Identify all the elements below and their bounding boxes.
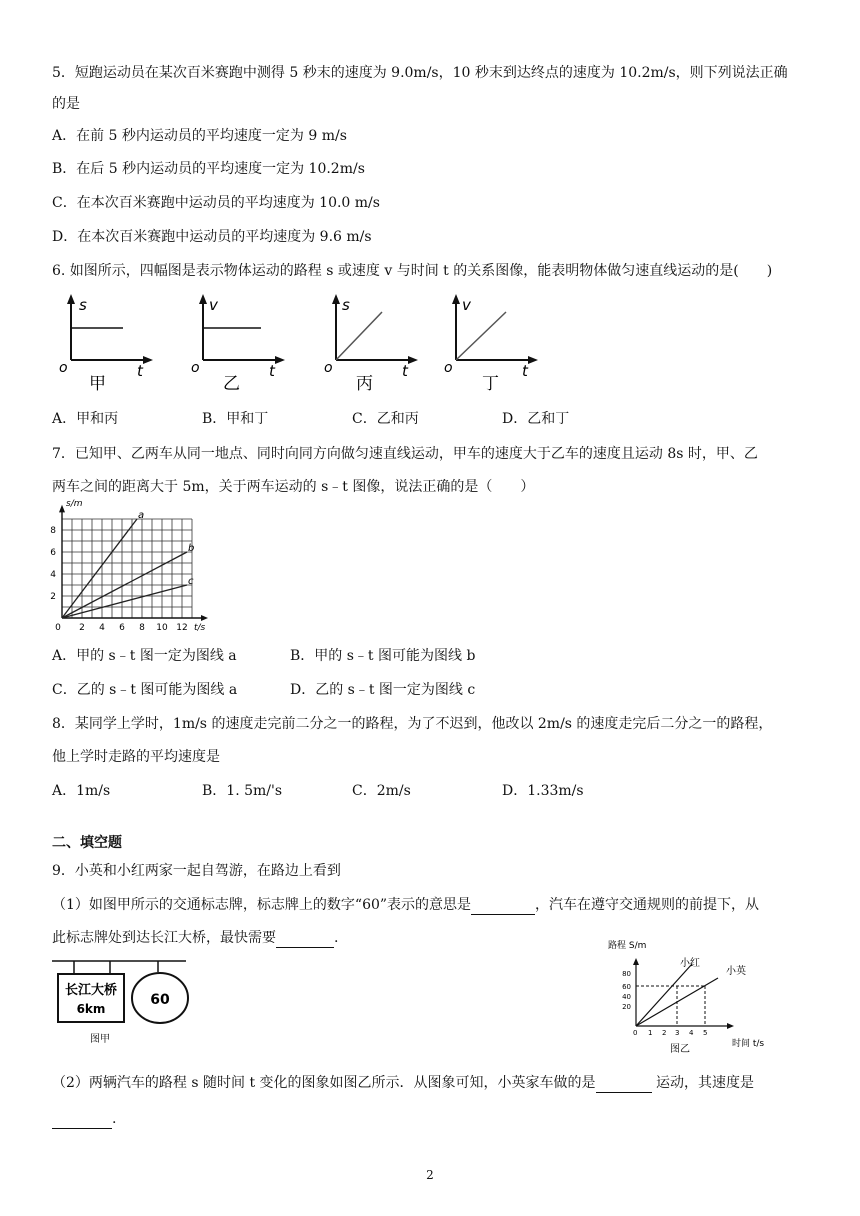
q9-part1-line1 bbox=[52, 896, 759, 915]
q9-blank-2[interactable] bbox=[276, 929, 334, 948]
q6-option-b: B．甲和丁 bbox=[202, 411, 269, 427]
q7-option-d: D．乙的 s﹣t 图一定为图线 c bbox=[290, 682, 476, 698]
q7-stem-line2: 两车之间的距离大于 5m，关于两车运动的 s﹣t 图像，说法正确的是（ ） bbox=[52, 479, 535, 495]
x-tick-label: 2 bbox=[79, 623, 85, 633]
q6-graph-bing-origin: o bbox=[324, 360, 333, 376]
y-axis-label: s/m bbox=[66, 498, 83, 509]
series-line-c bbox=[62, 585, 187, 618]
q5-option-a: A．在前 5 秒内运动员的平均速度一定为 9 m/s bbox=[52, 128, 347, 144]
q9-blank-3[interactable] bbox=[596, 1074, 652, 1093]
x-tick-label: 4 bbox=[99, 623, 105, 633]
q5-option-c: C．在本次百米赛跑中运动员的平均速度为 10.0 m/s bbox=[52, 195, 380, 211]
section-fill-in-title: 二、填空题 bbox=[52, 835, 122, 851]
q9-blank-4[interactable] bbox=[52, 1110, 112, 1129]
q6-option-c: C．乙和丙 bbox=[352, 411, 419, 427]
q6-graph-yi-ylabel: v bbox=[209, 296, 218, 314]
graph-yi-ytick-40: 40 bbox=[622, 993, 631, 1001]
q8-stem-line1: 8．某同学上学时，1m/s 的速度走完前二分之一的路程，为了不迟到，他改以 2m/s 的速度走完后二分之一的路程， bbox=[52, 716, 773, 732]
q9-stem: 9．小英和小红两家一起自驾游，在路边上看到 bbox=[52, 863, 341, 879]
graph-yi-xlabel: 时间 t/s bbox=[732, 1039, 765, 1049]
series-label-c: c bbox=[188, 576, 194, 587]
x-axis-arrow bbox=[201, 615, 208, 621]
sign-speed-limit: 60 bbox=[150, 992, 170, 1008]
q9-part1-text-c: 此标志牌处到达长江大桥，最快需要 bbox=[52, 930, 276, 946]
y-tick-label: 2 bbox=[50, 592, 56, 602]
q6-graph-bing-xlabel: t bbox=[402, 362, 408, 380]
series-line-a bbox=[62, 519, 137, 618]
graph-yi-ytick-20: 20 bbox=[622, 1003, 631, 1011]
q8-option-b: B．1. 5m/'s bbox=[202, 783, 283, 799]
q9-part2-text-b: 运动，其速度是 bbox=[651, 1075, 754, 1091]
y-tick-label: 8 bbox=[50, 526, 56, 536]
sign-destination: 长江大桥 bbox=[64, 983, 118, 998]
q8-option-a: A．1m/s bbox=[52, 783, 111, 799]
graph-yi-ytick-80: 80 bbox=[622, 970, 631, 978]
q5-stem-line2: 的是 bbox=[52, 96, 80, 112]
q9-part1-line2 bbox=[52, 929, 338, 948]
q6-graph-bing-caption: 丙 bbox=[356, 374, 373, 394]
graph-yi-caption: 图乙 bbox=[670, 1044, 690, 1055]
q6-graph-jia-caption: 甲 bbox=[89, 374, 106, 394]
q5-stem-line1: 5．短跑运动员在某次百米赛跑中测得 5 秒末的速度为 9.0m/s，10 秒末到达终点的速度为 10.2m/s，则下列说法正确 bbox=[52, 65, 788, 81]
q9-part1-text-a: （1）如图甲所示的交通标志牌，标志牌上的数字“60”表示的意思是 bbox=[52, 897, 472, 913]
q6-graph-yi-caption: 乙 bbox=[223, 374, 240, 394]
q8-option-c: C．2m/s bbox=[352, 783, 411, 799]
q7-stem-line1: 7．已知甲、乙两车从同一地点、同时向同方向做匀速直线运动，甲车的速度大于乙车的速度且运动 8s 时，甲、乙 bbox=[52, 446, 758, 462]
q9-part2-text-c: . bbox=[112, 1111, 117, 1127]
y-tick-label: 6 bbox=[50, 548, 56, 558]
q6-graph-yi-xlabel: t bbox=[269, 362, 275, 380]
x-axis-label: t/s bbox=[194, 623, 206, 633]
y-axis-arrow bbox=[59, 505, 65, 513]
q8-option-d: D．1.33m/s bbox=[502, 783, 584, 799]
sign-caption: 图甲 bbox=[90, 1034, 110, 1045]
x-tick-label: 6 bbox=[119, 623, 125, 633]
q6-graph-yi bbox=[187, 292, 297, 402]
y-tick-label: 4 bbox=[50, 570, 56, 580]
q6-graph-jia-xlabel: t bbox=[137, 362, 143, 380]
q9-st-graph bbox=[600, 938, 790, 1088]
x-tick-label: 8 bbox=[139, 623, 145, 633]
q9-part1-text-b: ，汽车在遵守交通规则的前提下，从 bbox=[535, 897, 760, 913]
graph-yi-ylabel: 路程 S/m bbox=[608, 941, 647, 951]
q6-graph-jia-ylabel: s bbox=[79, 296, 87, 314]
q9-blank-1[interactable] bbox=[471, 896, 535, 915]
q6-graph-ding bbox=[440, 292, 550, 402]
q6-graph-ding-origin: o bbox=[444, 360, 453, 376]
q9-part1-text-d: . bbox=[334, 930, 339, 946]
q6-option-d: D．乙和丁 bbox=[502, 411, 570, 427]
q9-part2-line1 bbox=[52, 1074, 754, 1093]
graph-yi-ytick-60: 60 bbox=[622, 983, 631, 991]
graph-yi-xtick-5: 5 bbox=[703, 1029, 708, 1037]
x-tick-label: 10 bbox=[156, 623, 168, 633]
q9-part2-text-a: （2）两辆汽车的路程 s 随时间 t 变化的图象如图乙所示．从图象可知，小英家车做的是 bbox=[52, 1075, 596, 1091]
q6-graph-bing-ylabel: s bbox=[342, 296, 350, 314]
page-number: 2 bbox=[426, 1168, 434, 1182]
q6-graph-jia bbox=[55, 292, 165, 402]
q9-part2-line2 bbox=[52, 1110, 116, 1129]
q6-option-a: A．甲和丙 bbox=[52, 411, 119, 427]
q6-graph-ding-xlabel: t bbox=[522, 362, 528, 380]
q6-graph-ding-ylabel: v bbox=[462, 296, 471, 314]
graph-yi-series-xiaohong: 小红 bbox=[680, 958, 700, 969]
series-label-a: a bbox=[138, 510, 145, 521]
q7-option-c: C．乙的 s﹣t 图可能为图线 a bbox=[52, 682, 238, 698]
q8-stem-line2: 他上学时走路的平均速度是 bbox=[52, 749, 220, 765]
q5-option-d: D．在本次百米赛跑中运动员的平均速度为 9.6 m/s bbox=[52, 229, 372, 245]
q6-graph-jia-origin: o bbox=[59, 360, 68, 376]
sign-distance: 6km bbox=[76, 1002, 106, 1016]
graph-yi-xtick-4: 4 bbox=[689, 1029, 694, 1037]
q6-stem: 6. 如图所示，四幅图是表示物体运动的路程 s 或速度 v 与时间 t 的关系图像，能表明物体做匀速直线运动的是( ) bbox=[52, 263, 773, 279]
q6-graph-yi-origin: o bbox=[191, 360, 200, 376]
graph-yi-xtick-3: 3 bbox=[675, 1029, 680, 1037]
q7-st-chart bbox=[48, 498, 228, 636]
q7-option-a: A．甲的 s﹣t 图一定为图线 a bbox=[52, 648, 237, 664]
graph-yi-xtick-0: 0 bbox=[633, 1029, 638, 1037]
graph-yi-series-xiaoying: 小英 bbox=[726, 966, 746, 977]
q5-option-b: B．在后 5 秒内运动员的平均速度一定为 10.2m/s bbox=[52, 161, 365, 177]
x-tick-label: 0 bbox=[55, 623, 61, 633]
q6-graph-bing bbox=[320, 292, 430, 402]
q7-option-b: B．甲的 s﹣t 图可能为图线 b bbox=[290, 648, 476, 664]
q6-graph-ding-caption: 丁 bbox=[482, 374, 499, 394]
x-tick-label: 12 bbox=[176, 623, 188, 633]
series-label-b: b bbox=[188, 543, 195, 554]
q9-traffic-sign bbox=[52, 958, 202, 1048]
graph-yi-xtick-1: 1 bbox=[648, 1029, 653, 1037]
graph-yi-xtick-2: 2 bbox=[662, 1029, 667, 1037]
